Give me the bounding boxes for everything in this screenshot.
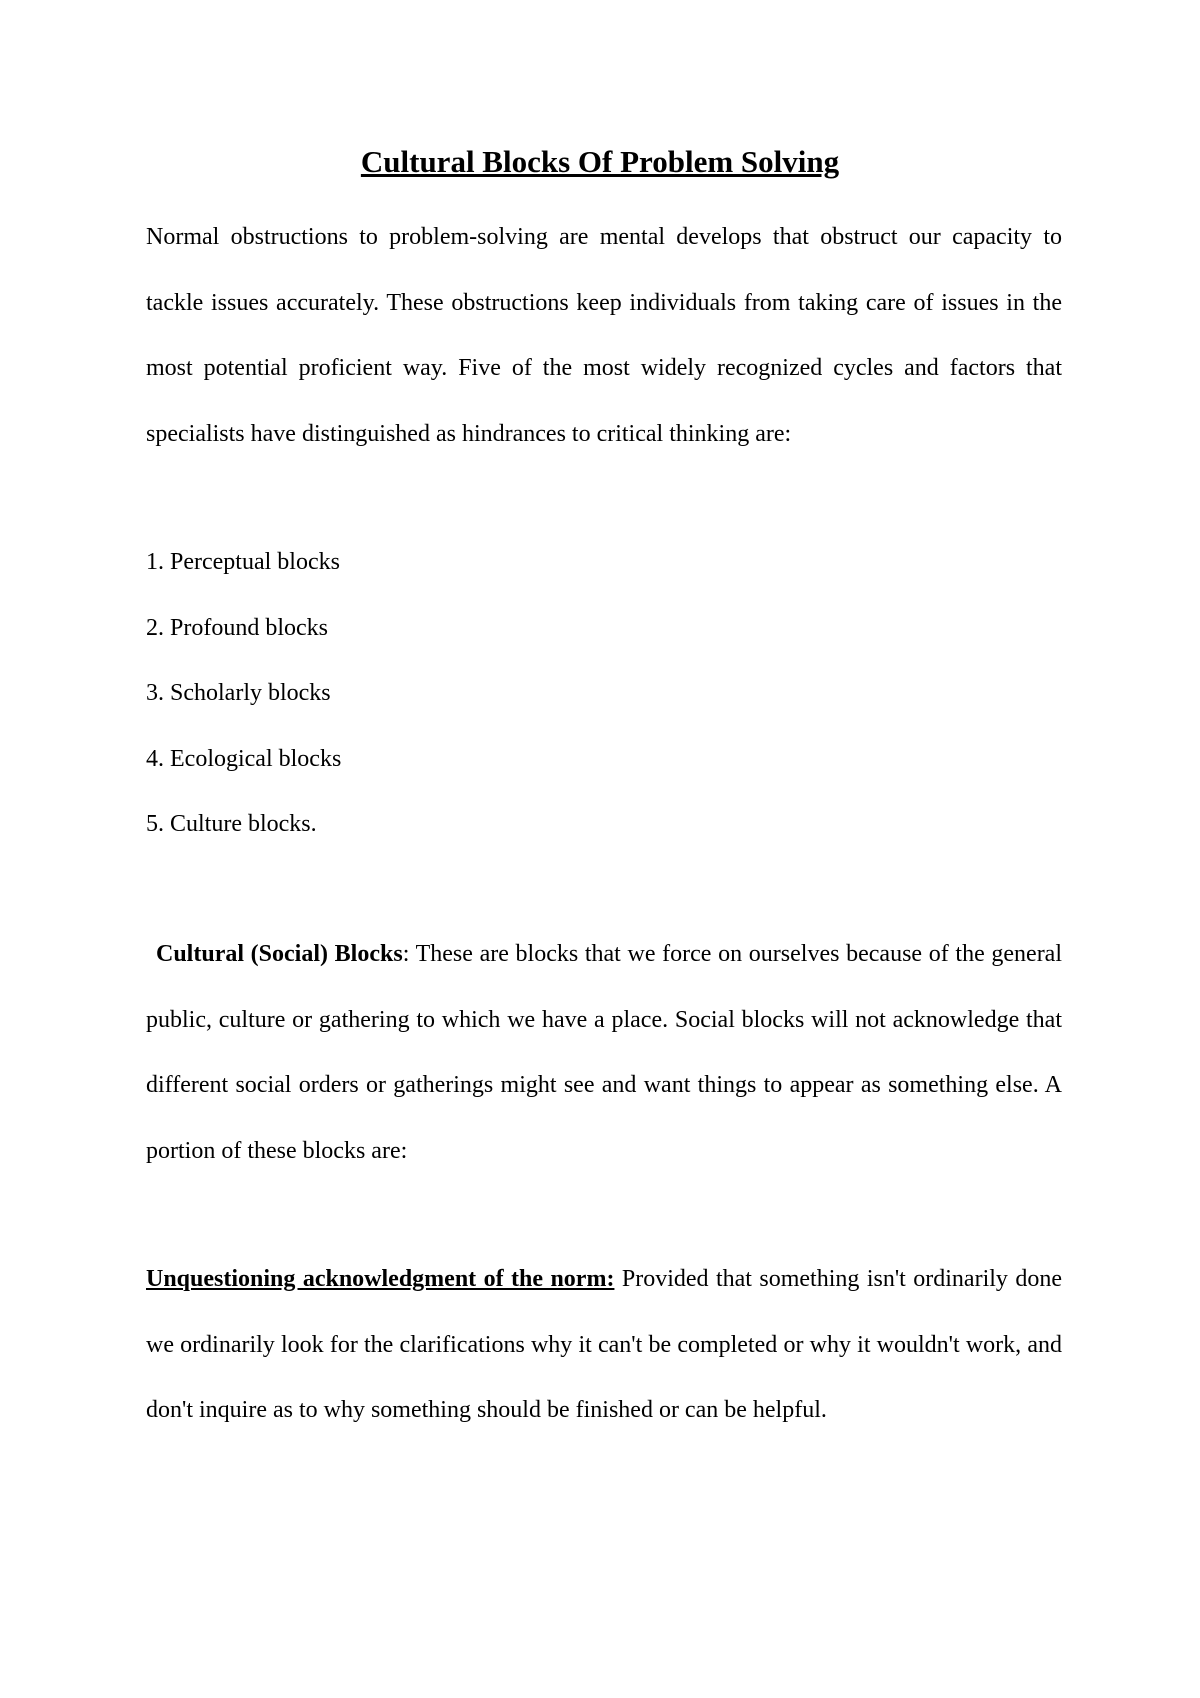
norm-heading: Unquestioning acknowledgment of the norm: xyxy=(146,1266,615,1292)
list-item: 4. Ecological blocks xyxy=(146,745,342,772)
social-blocks-text: : These are blocks that we force on ourselves because of the general public, culture or gathering to which we have a place. Social blocks will not acknowledge that different social orders or gatherings might see and want things to appear as something else. A portion of these blocks are: xyxy=(146,941,1063,1164)
list-item: 3. Scholarly blocks xyxy=(146,680,331,706)
list-item: 1. Perceptual blocks xyxy=(146,549,340,575)
list-item: 5. Culture blocks. xyxy=(146,811,317,837)
norm-text: Provided that something isn't ordinarily done we ordinarily look for the clarifications why it can't be completed or why it wouldn't work, and don't inquire as to why something should be finished or can be helpful. xyxy=(146,1266,1062,1423)
document-title: Cultural Blocks Of Problem Solving xyxy=(360,144,840,179)
norm-paragraph xyxy=(146,1247,1062,1444)
social-blocks-paragraph xyxy=(146,922,1062,1184)
intro-paragraph: Normal obstructions to problem-solving are mental develops that obstruct our capacity to tackle issues accurately. These obstructions keep individuals from taking care of issues in the most potential proficient way. Five of the most widely recognized cycles and factors that specialists have distinguished as hindrances to critical thinking are: xyxy=(146,224,1062,447)
social-blocks-heading: Cultural (Social) Blocks xyxy=(156,941,403,967)
blocks-list xyxy=(146,530,341,858)
list-item: 2. Profound blocks xyxy=(146,614,328,641)
